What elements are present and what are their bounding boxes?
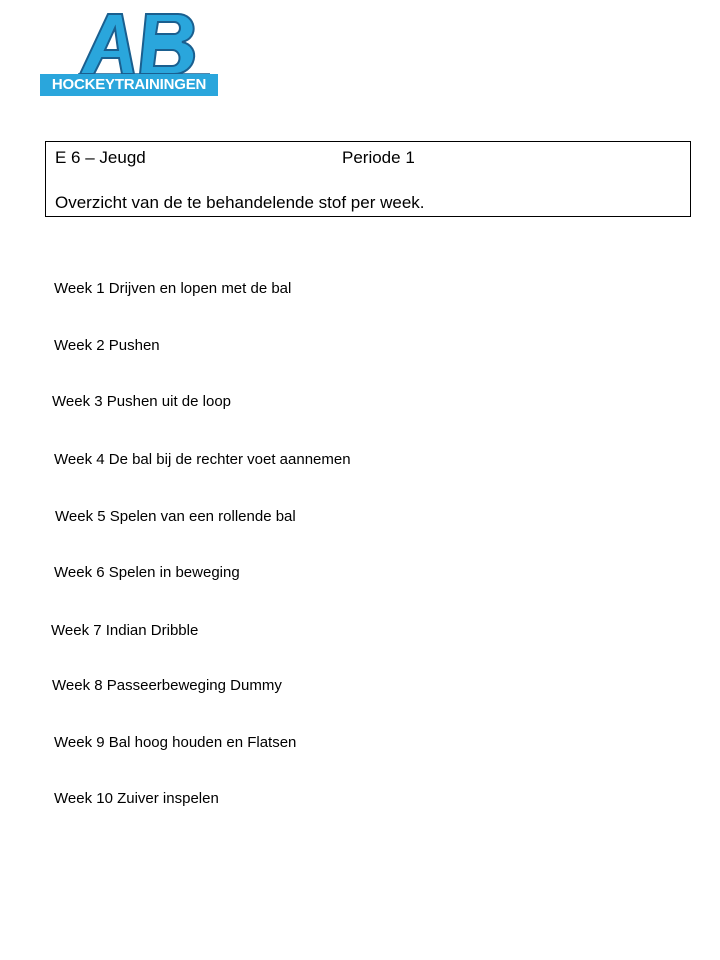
week-item: Week 10 Zuiver inspelen — [54, 790, 219, 807]
header-box — [45, 141, 691, 217]
week-item: Week 9 Bal hoog houden en Flatsen — [54, 734, 297, 751]
week-item: Week 1 Drijven en lopen met de bal — [54, 280, 292, 297]
logo-letters — [78, 8, 218, 78]
ab-hockeytrainingen-logo — [40, 8, 220, 98]
week-item: Week 3 Pushen uit de loop — [52, 393, 232, 410]
week-item: Week 4 De bal bij de rechter voet aannemen — [54, 451, 351, 468]
overview-subtitle: Overzicht van de te behandelende stof per week. — [55, 193, 425, 212]
week-item: Week 6 Spelen in beweging — [54, 564, 240, 581]
week-item: Week 8 Passeerbeweging Dummy — [52, 677, 282, 694]
week-item: Week 5 Spelen van een rollende bal — [55, 508, 296, 525]
period-label: Periode 1 — [342, 148, 415, 167]
week-item: Week 7 Indian Dribble — [51, 622, 199, 639]
group-label: E 6 – Jeugd — [55, 148, 146, 167]
logo-band: HOCKEYTRAININGEN — [40, 74, 218, 96]
week-item: Week 2 Pushen — [54, 337, 160, 354]
